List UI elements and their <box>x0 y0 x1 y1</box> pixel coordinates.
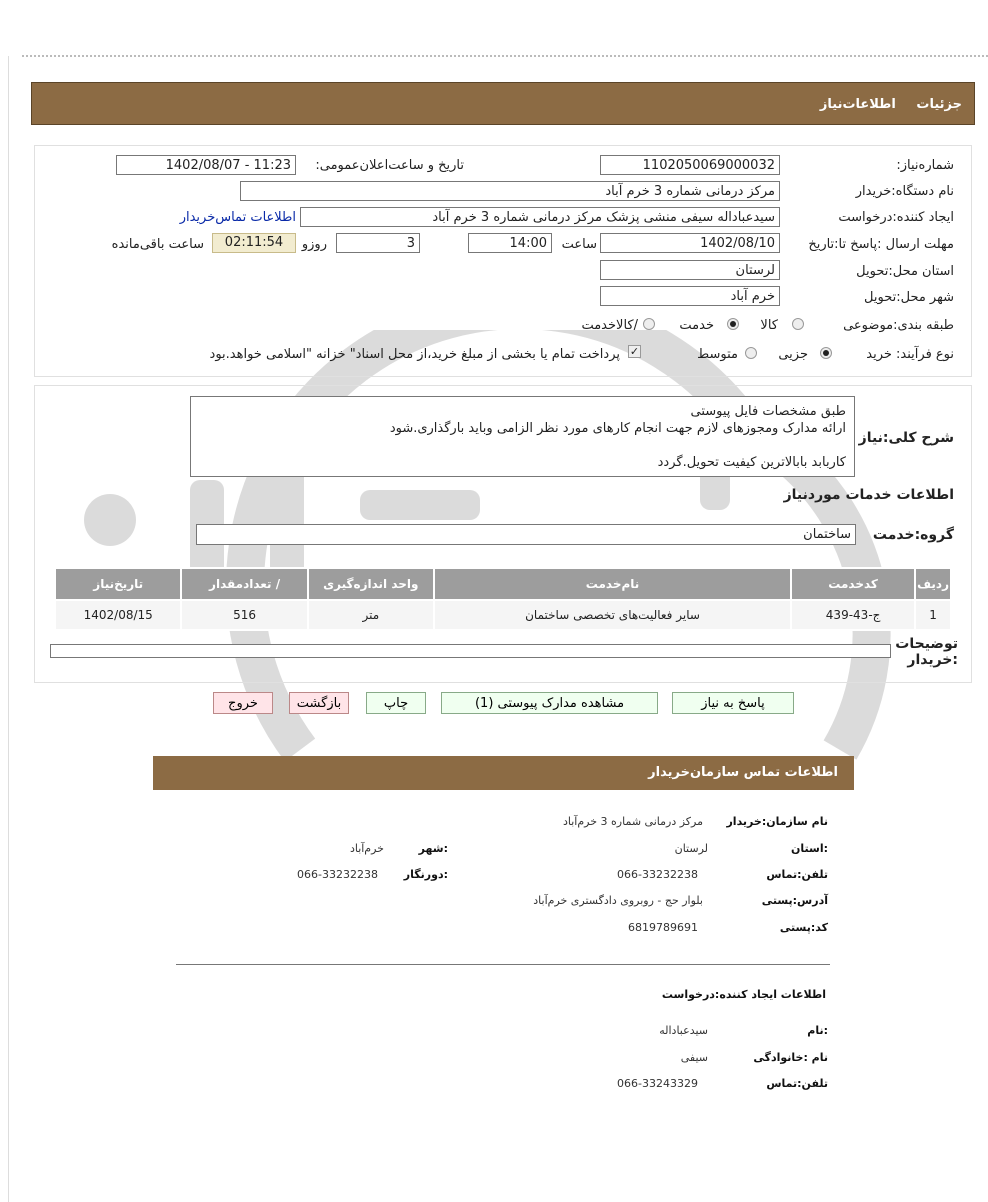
contact-province-value: لرستان <box>674 842 708 855</box>
services-title: اطلاعات خدمات موردنیاز <box>783 487 954 503</box>
contact-org-label: نام سازمان:خریدار <box>726 815 828 828</box>
contact-phone-label: تلفن:تماس <box>766 868 828 881</box>
process-medium-radio[interactable] <box>745 347 757 359</box>
col-row: ردیف <box>915 568 951 600</box>
deadline-label: مهلت ارسال :پاسخ تا:تاریخ <box>808 237 954 252</box>
creator-phone-value: 066-33243329 <box>617 1077 698 1090</box>
category-goods-service-radio[interactable] <box>643 318 655 330</box>
description-line-1: طبق مشخصات فایل پیوستی <box>690 404 846 419</box>
days-label: روزو <box>301 237 327 252</box>
announce-label: تاریخ و ساعت‌اعلان‌عمومی: <box>315 158 464 173</box>
province-label: استان محل:تحویل <box>856 264 954 279</box>
services-table <box>54 567 952 631</box>
contact-header: اطلاعات تماس سازمان‌خریدار <box>153 756 854 790</box>
creator-label: ایجاد کننده:درخواست <box>838 210 954 225</box>
need-number-label: شماره‌نیاز: <box>896 158 954 173</box>
creator-family-value: سیفی <box>680 1051 708 1064</box>
col-quantity: / تعدادمقدار <box>181 568 307 600</box>
creator-info-title: اطلاعات ایجاد کننده:درخواست <box>661 988 826 1001</box>
city-field: خرم آباد <box>600 286 780 306</box>
creator-family-label: نام :خانوادگی <box>753 1051 828 1064</box>
col-service-code: کدخدمت <box>791 568 915 600</box>
contact-city-value: خرم‌آباد <box>349 842 384 855</box>
col-need-date: تاریخ‌نیاز <box>55 568 181 600</box>
creator-name-label: :نام <box>807 1024 828 1037</box>
category-service-radio[interactable] <box>727 318 739 330</box>
need-number-field: 1102050069000032 <box>600 155 780 175</box>
contact-city-label: :شهر <box>418 842 448 855</box>
contact-postal-label: کد:پستی <box>779 921 828 934</box>
creator-name-value: سیدعباداله <box>659 1024 708 1037</box>
category-service-label: خدمت <box>679 318 714 333</box>
description-box <box>190 396 855 477</box>
table-header-row <box>55 568 951 600</box>
cell-service-code: ج-43-439 <box>791 600 915 630</box>
treasury-payment-note: پرداخت تمام یا بخشی از مبلغ خرید،از محل اسناد" خزانه "اسلامی خواهد.بود <box>209 347 620 362</box>
category-goods-label: کالا <box>760 318 778 333</box>
details-header <box>31 82 975 125</box>
creator-phone-label: تلفن:تماس <box>766 1077 828 1090</box>
contact-fax-label: :دورنگار <box>403 868 448 881</box>
view-attachments-button[interactable]: مشاهده مدارک پیوستی (1) <box>441 692 658 714</box>
process-label: نوع فرآیند: خرید <box>866 347 954 362</box>
contact-fax-value: 066-33232238 <box>297 868 378 881</box>
days-field: 3 <box>336 233 420 253</box>
city-label: شهر محل:تحویل <box>864 290 954 305</box>
back-button[interactable]: بازگشت <box>289 692 349 714</box>
category-goods-radio[interactable] <box>792 318 804 330</box>
category-goods-service-label: /کالاخدمت <box>581 318 638 333</box>
need-info-panel <box>34 145 972 377</box>
description-line-2: ارائه مدارک ومجوزهای لازم جهت انجام کارهای مورد نظر الزامی وباید بارگذاری.شود <box>389 421 846 436</box>
cell-unit: متر <box>308 600 434 630</box>
process-medium-label: متوسط <box>697 347 738 362</box>
treasury-payment-checkbox[interactable]: ✓ <box>629 345 640 358</box>
reply-button[interactable]: پاسخ به نیاز <box>672 692 794 714</box>
page-left-border <box>8 56 9 1202</box>
buyer-contact-link[interactable]: اطلاعات تماس‌خریدار <box>179 210 296 225</box>
remaining-label: ساعت باقی‌مانده <box>111 237 204 252</box>
contact-org-value: مرکز درمانی شماره 3 خرم‌آباد <box>563 815 703 828</box>
col-unit: واحد اندازه‌گیری <box>308 568 434 600</box>
cell-row: 1 <box>915 600 951 630</box>
table-row <box>55 600 951 630</box>
col-service-name: نام‌خدمت <box>434 568 791 600</box>
announce-field: 1402/08/07 - 11:23 <box>116 155 296 175</box>
contact-address-value: بلوار حج - روبروی دادگستری خرم‌آباد <box>533 894 703 907</box>
description-line-4: کاربابد بابالاترین کیفیت تحویل.گردد <box>657 455 846 470</box>
exit-button[interactable]: خروج <box>213 692 273 714</box>
service-group-label: گروه:خدمت <box>872 527 954 543</box>
process-partial-radio[interactable] <box>820 347 832 359</box>
buyer-org-label: نام دستگاه:خریدار <box>855 184 954 199</box>
buyer-notes-field <box>50 644 891 658</box>
contact-divider <box>176 964 830 965</box>
buyer-notes-label: توضیحات :خریدار <box>895 636 958 668</box>
deadline-date-field: 1402/08/10 <box>600 233 780 253</box>
creator-field: سیدعباداله سیفی منشی پزشک مرکز درمانی شماره 3 خرم آباد <box>300 207 780 227</box>
tab-need-info[interactable]: اطلاعات‌نیاز <box>819 97 896 112</box>
contact-address-label: آدرس:پستی <box>761 894 828 907</box>
contact-province-label: :استان <box>791 842 828 855</box>
buyer-org-field: مرکز درمانی شماره 3 خرم آباد <box>240 181 780 201</box>
description-label: شرح کلی:نیاز <box>858 430 954 446</box>
category-label: طبقه بندی:موضوعی <box>843 318 954 333</box>
cell-need-date: 1402/08/15 <box>55 600 181 630</box>
top-divider <box>22 55 988 57</box>
remaining-time: 02:11:54 <box>212 233 296 253</box>
print-button[interactable]: چاپ <box>366 692 426 714</box>
cell-service-name: سایر فعالیت‌های تخصصی ساختمان <box>434 600 791 630</box>
process-partial-label: جزیی <box>778 347 808 362</box>
deadline-time-field: 14:00 <box>468 233 552 253</box>
tab-details[interactable]: جزئیات <box>916 97 962 112</box>
deadline-time-label: ساعت <box>561 237 597 252</box>
service-group-field: ساختمان <box>196 524 856 545</box>
description-line-3 <box>199 437 846 454</box>
cell-quantity: 516 <box>181 600 307 630</box>
contact-phone-value: 066-33232238 <box>617 868 698 881</box>
province-field: لرستان <box>600 260 780 280</box>
contact-postal-value: 6819789691 <box>628 921 698 934</box>
